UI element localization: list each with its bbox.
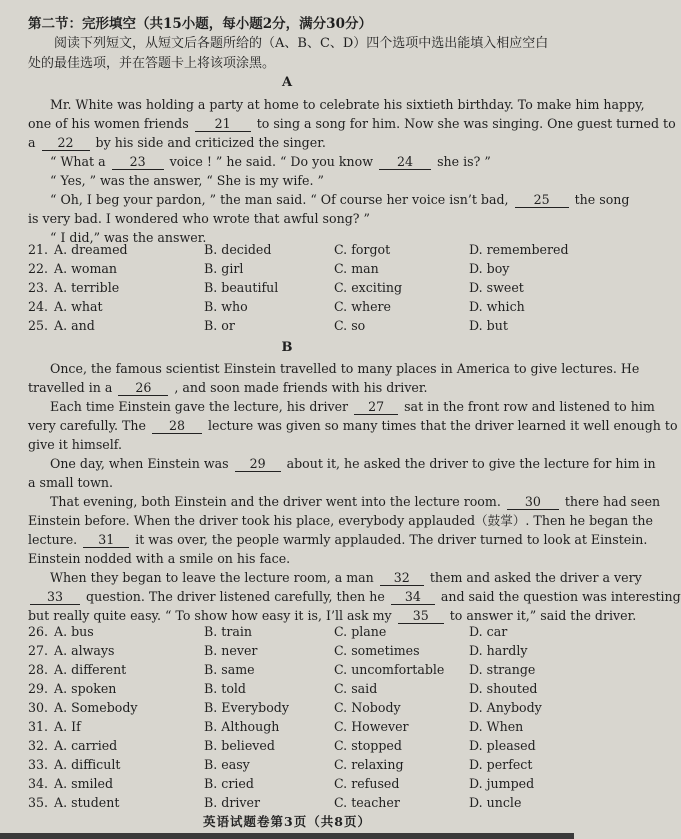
question-number: 35. — [28, 795, 49, 810]
option-d[interactable]: D. remembered — [469, 242, 569, 257]
option-a[interactable]: A. Somebody — [54, 700, 138, 715]
question-number: 22. — [28, 261, 49, 276]
text-run: a — [28, 135, 36, 150]
option-d[interactable]: D. hardly — [469, 643, 528, 658]
option-d[interactable]: D. car — [469, 624, 508, 639]
blank-24: 24 — [379, 155, 431, 170]
option-row — [28, 622, 568, 641]
question-number: 30. — [28, 700, 49, 715]
section-instructions — [28, 34, 554, 74]
option-row — [28, 793, 568, 812]
option-b[interactable]: B. same — [204, 662, 255, 677]
option-c[interactable]: C. said — [334, 681, 378, 696]
option-c[interactable]: C. teacher — [334, 795, 400, 810]
option-b[interactable]: B. or — [204, 318, 235, 333]
text-run: Each time Einstein gave the lecture, his driver — [50, 399, 349, 414]
option-a[interactable]: A. If — [54, 719, 81, 734]
option-b[interactable]: B. train — [204, 624, 252, 639]
text-run: by his side and criticized the singer. — [95, 135, 326, 150]
option-row — [28, 755, 568, 774]
text-run: When they began to leave the lecture room, a man — [50, 570, 374, 585]
text-run: one of his women friends — [28, 116, 189, 131]
option-b[interactable]: B. cried — [204, 776, 254, 791]
text-run: lecture was given so many times that the driver learned it well enough to — [208, 418, 678, 433]
text-run: very carefully. The — [28, 418, 146, 433]
passage-a-line: “ I did,” was the answer. — [50, 230, 207, 245]
text-run: she is? ” — [437, 154, 491, 169]
question-number: 32. — [28, 738, 49, 753]
text-run: to sing a song for him. Now she was singing. One guest turned to — [256, 116, 676, 131]
option-a[interactable]: A. woman — [54, 261, 118, 276]
option-row — [28, 774, 568, 793]
option-a[interactable]: A. bus — [54, 624, 94, 639]
option-a[interactable]: A. student — [54, 795, 120, 810]
text-run: travelled in a — [28, 380, 113, 395]
passage-a-heading: A — [281, 75, 293, 90]
option-d[interactable]: D. but — [469, 318, 508, 333]
passage-a-line — [28, 114, 676, 133]
passage-b-heading: B — [281, 340, 293, 355]
option-c[interactable]: C. forgot — [334, 242, 391, 257]
text-run: them and asked the driver a very — [429, 570, 642, 585]
passage-a-line: is very bad. I wondered who wrote that awful song? ” — [28, 211, 370, 226]
option-a[interactable]: A. what — [54, 299, 103, 314]
passage-b-line — [28, 416, 678, 435]
option-c[interactable]: C. exciting — [334, 280, 403, 295]
question-number: 34. — [28, 776, 49, 791]
passage-b-line — [28, 378, 558, 397]
option-row — [28, 717, 568, 736]
question-number: 24. — [28, 299, 49, 314]
option-b[interactable]: B. who — [204, 299, 248, 314]
option-c[interactable]: C. refused — [334, 776, 400, 791]
option-d[interactable]: D. strange — [469, 662, 536, 677]
option-c[interactable]: C. uncomfortable — [334, 662, 445, 677]
option-c[interactable]: C. Nobody — [334, 700, 401, 715]
passage-b-line: Once, the famous scientist Einstein travelled to many places in America to give lectures. He — [50, 361, 640, 376]
option-b[interactable]: B. girl — [204, 261, 244, 276]
passage-a-line — [28, 190, 630, 209]
passage-a-line: “ Yes, ” was the answer, “ She is my wife. ” — [50, 173, 324, 188]
option-d[interactable]: D. shouted — [469, 681, 538, 696]
option-a[interactable]: A. dreamed — [54, 242, 128, 257]
text-run: about it, he asked the driver to give the lecture for him in — [286, 456, 656, 471]
option-a[interactable]: A. terrible — [54, 280, 120, 295]
option-row — [28, 316, 568, 335]
blank-27: 27 — [354, 400, 398, 415]
option-b[interactable]: B. decided — [204, 242, 272, 257]
option-a[interactable]: A. and — [54, 318, 95, 333]
passage-b-line — [28, 454, 656, 473]
text-run: there had seen — [564, 494, 661, 509]
option-c[interactable]: C. relaxing — [334, 757, 404, 772]
blank-33: 33 — [30, 590, 80, 605]
option-row — [28, 660, 568, 679]
option-b[interactable]: B. told — [204, 681, 246, 696]
blank-21: 21 — [195, 117, 251, 132]
option-row — [28, 641, 568, 660]
option-row — [28, 259, 568, 278]
option-d[interactable]: D. When — [469, 719, 524, 734]
instruction-line-2: 处的最佳选项，并在答题卡上将该项涂黑。 — [28, 56, 276, 71]
passage-b-line — [28, 568, 642, 587]
option-c[interactable]: C. sometimes — [334, 643, 420, 658]
blank-35: 35 — [398, 609, 444, 624]
question-number: 23. — [28, 280, 49, 295]
question-number: 29. — [28, 681, 49, 696]
text-run: That evening, both Einstein and the driver went into the lecture room. — [50, 494, 501, 509]
passage-b-line — [28, 492, 661, 511]
text-run: sat in the front row and listened to him — [404, 399, 655, 414]
option-c[interactable]: C. so — [334, 318, 366, 333]
option-b[interactable]: B. never — [204, 643, 258, 658]
passage-b-line: a small town. — [28, 475, 114, 490]
instruction-line-1: 阅读下列短文，从短文后各题所给的（A、B、C、D）四个选项中选出能填入相应空白 — [54, 36, 549, 51]
blank-32: 32 — [380, 571, 424, 586]
text-run: it was over, the people warmly applauded. The driver turned to look at Einstein. — [135, 532, 648, 547]
text-run: the song — [574, 192, 630, 207]
text-run: “ What a — [50, 154, 106, 169]
passage-b-line: Einstein before. When the driver took his place, everybody applauded（鼓掌）. Then he began the — [28, 513, 653, 528]
question-number: 28. — [28, 662, 49, 677]
passage-b-line — [28, 530, 648, 549]
option-a[interactable]: A. carried — [54, 738, 118, 753]
blank-31: 31 — [83, 533, 129, 548]
option-a[interactable]: A. smiled — [54, 776, 114, 791]
blank-25: 25 — [515, 193, 569, 208]
blank-26: 26 — [118, 381, 168, 396]
option-b[interactable]: B. Although — [204, 719, 280, 734]
passage-b-line — [28, 397, 655, 416]
option-d[interactable]: D. uncle — [469, 795, 522, 810]
question-number: 31. — [28, 719, 49, 734]
option-row — [28, 240, 568, 259]
text-run: voice ! ” he said. “ Do you know — [169, 154, 374, 169]
option-row — [28, 679, 568, 698]
option-d[interactable]: D. jumped — [469, 776, 535, 791]
option-b[interactable]: B. easy — [204, 757, 250, 772]
passage-a-line — [28, 152, 580, 171]
page-footer: 英语试题卷第3页（共8页） — [203, 814, 371, 829]
option-a[interactable]: A. always — [54, 643, 115, 658]
passage-b-line: Einstein nodded with a smile on his face. — [28, 551, 291, 566]
option-c[interactable]: C. man — [334, 261, 379, 276]
question-number: 27. — [28, 643, 49, 658]
option-row — [28, 297, 568, 316]
question-number: 25. — [28, 318, 49, 333]
text-run: , and soon made friends with his driver. — [174, 380, 428, 395]
blank-28: 28 — [152, 419, 202, 434]
bottom-edge — [0, 833, 574, 839]
passage-b-line: give it himself. — [28, 437, 122, 452]
text-run: question. The driver listened carefully, then he — [86, 589, 385, 604]
question-number: 21. — [28, 242, 49, 257]
option-row — [28, 736, 568, 755]
option-row — [28, 278, 568, 297]
blank-34: 34 — [391, 590, 435, 605]
option-c[interactable]: C. stopped — [334, 738, 402, 753]
text-run: but really quite easy. “ To show how easy it is, I’ll ask my — [28, 608, 392, 623]
section-title: 第二节：完形填空（共15小题，每小题2分，满分30分） — [28, 16, 372, 32]
option-c[interactable]: C. plane — [334, 624, 387, 639]
option-d[interactable]: D. perfect — [469, 757, 533, 772]
text-run: and said the question was interesting — [440, 589, 681, 604]
question-number: 26. — [28, 624, 49, 639]
option-d[interactable]: D. Anybody — [469, 700, 542, 715]
option-b[interactable]: B. beautiful — [204, 280, 279, 295]
option-c[interactable]: C. However — [334, 719, 409, 734]
option-a[interactable]: A. difficult — [54, 757, 121, 772]
blank-22: 22 — [42, 136, 90, 151]
blank-29: 29 — [235, 457, 281, 472]
option-d[interactable]: D. pleased — [469, 738, 536, 753]
text-run: “ Oh, I beg your pardon, ” the man said. “ Of course her voice isn’t bad, — [50, 192, 509, 207]
blank-23: 23 — [112, 155, 164, 170]
option-d[interactable]: D. boy — [469, 261, 510, 276]
passage-b-line — [28, 587, 681, 606]
text-run: to answer it,” said the driver. — [449, 608, 637, 623]
option-c[interactable]: C. where — [334, 299, 392, 314]
option-a[interactable]: A. spoken — [54, 681, 117, 696]
passage-a-line — [28, 133, 558, 152]
passage-a-line: Mr. White was holding a party at home to celebrate his sixtieth birthday. To make him happy, — [50, 97, 645, 112]
text-run: lecture. — [28, 532, 78, 547]
option-d[interactable]: D. sweet — [469, 280, 524, 295]
option-b[interactable]: B. Everybody — [204, 700, 289, 715]
option-row — [28, 698, 568, 717]
option-b[interactable]: B. believed — [204, 738, 275, 753]
option-b[interactable]: B. driver — [204, 795, 260, 810]
option-d[interactable]: D. which — [469, 299, 525, 314]
blank-30: 30 — [507, 495, 559, 510]
text-run: One day, when Einstein was — [50, 456, 229, 471]
question-number: 33. — [28, 757, 49, 772]
option-a[interactable]: A. different — [54, 662, 127, 677]
